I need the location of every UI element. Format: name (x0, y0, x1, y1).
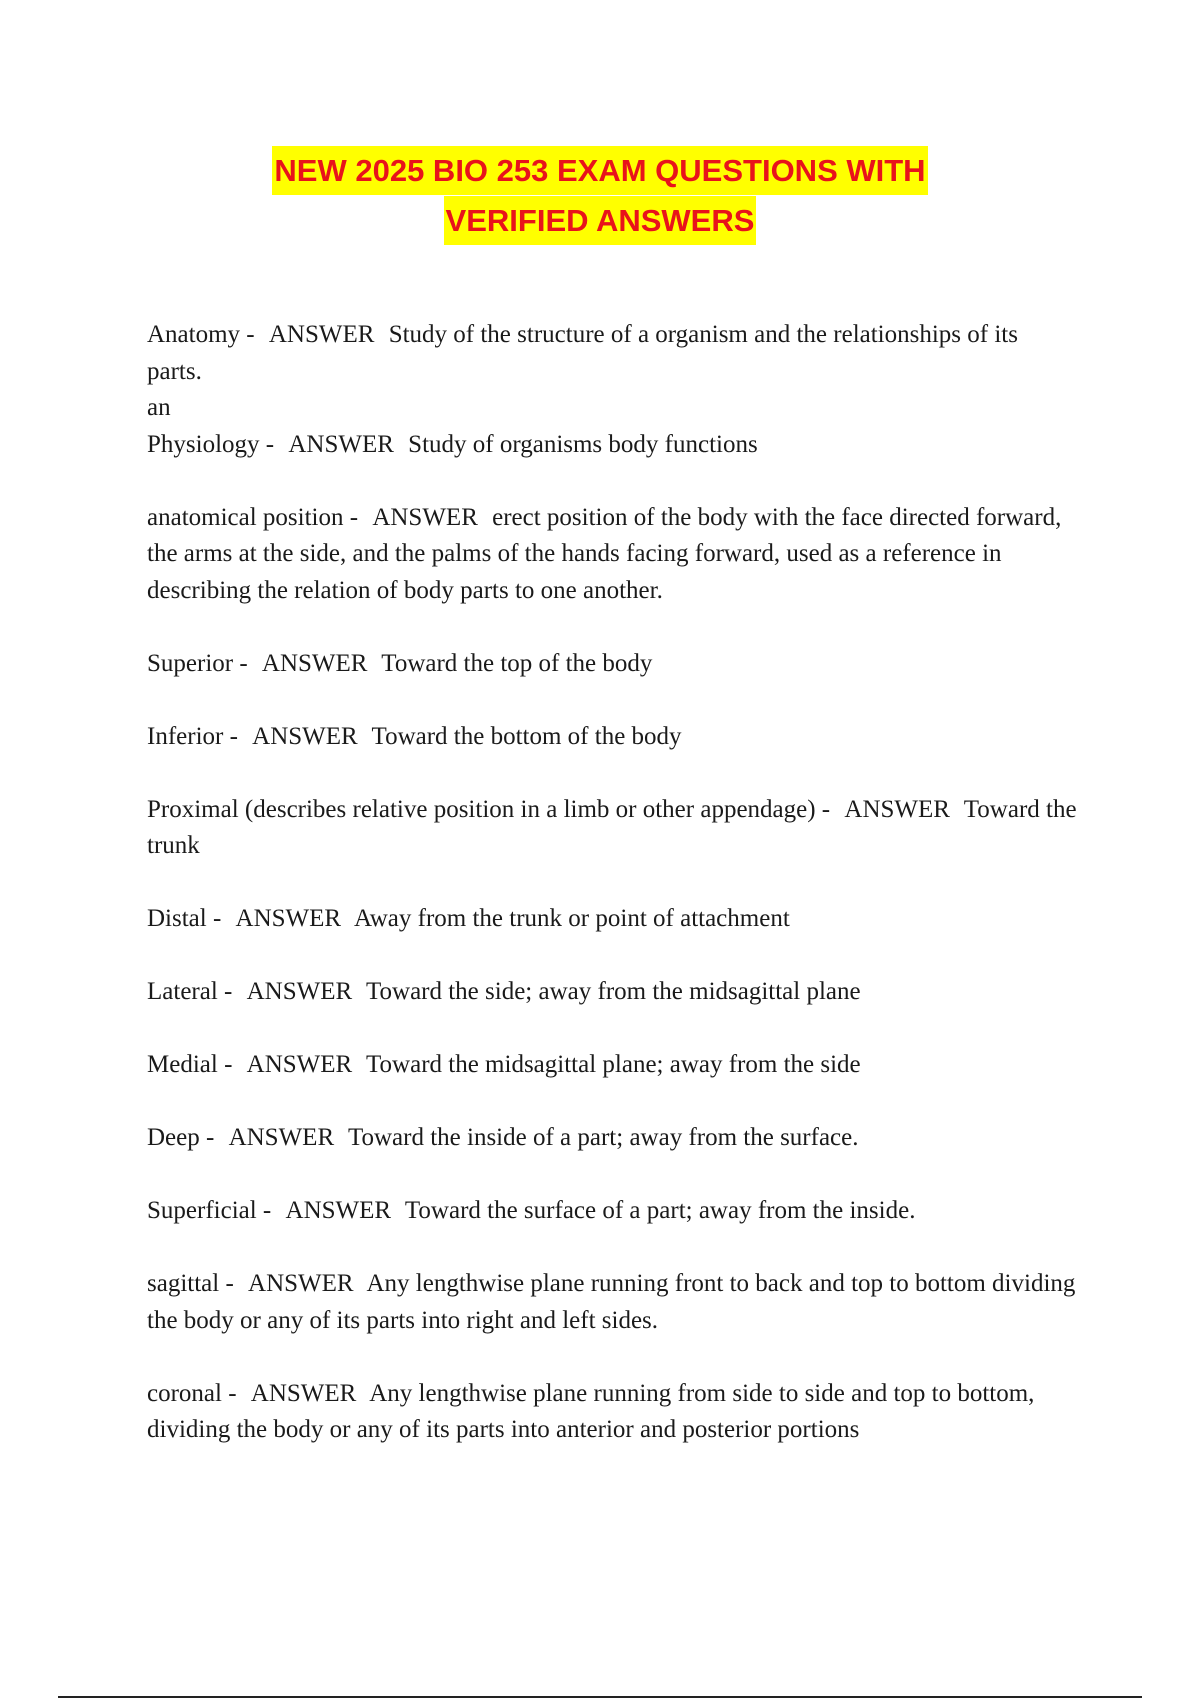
answer-label: ANSWER (285, 1197, 392, 1224)
qa-list (147, 317, 1077, 1485)
entry-term: sagittal - (147, 1270, 234, 1297)
entry-term: anatomical position - (147, 503, 359, 531)
answer-label: ANSWER (246, 1051, 353, 1078)
title-line-1: NEW 2025 BIO 253 EXAM QUESTIONS WITH (272, 146, 927, 195)
entry-term: Deep - (147, 1124, 215, 1151)
entry-term: coronal - (147, 1379, 237, 1407)
title-line-2: VERIFIED ANSWERS (444, 196, 757, 245)
entry-term: Superficial - (147, 1197, 272, 1224)
qa-entry-physiology (147, 427, 1077, 464)
answer-label: ANSWER (372, 503, 478, 531)
qa-entry-coronal (147, 1376, 1077, 1449)
qa-entry-anatomical-position (147, 500, 1077, 610)
entry-term: Inferior - (147, 722, 238, 750)
entry-term: Anatomy - (147, 321, 255, 348)
answer-label: ANSWER (268, 321, 375, 348)
qa-entry-sagittal (147, 1266, 1077, 1339)
qa-entry-lateral (147, 974, 1077, 1011)
entry-definition: Toward the trunk (147, 795, 1077, 859)
answer-label: ANSWER (844, 795, 950, 823)
entry-definition: erect position of the body with the face directed forward, the arms at the side, and the palms of the hands facing forward, used as a reference in describing the relation of body parts to one another. (147, 503, 1062, 604)
qa-entry-proximal (147, 792, 1077, 865)
answer-label: ANSWER (252, 722, 358, 750)
qa-entry-deep (147, 1120, 1077, 1157)
answer-label: ANSWER (288, 430, 394, 458)
entry-term: Distal - (147, 905, 222, 932)
entry-trailing-text: an (147, 394, 171, 421)
answer-label: ANSWER (246, 978, 353, 1005)
entry-definition: Toward the side; away from the midsagittal plane (365, 978, 861, 1005)
qa-entry-inferior (147, 719, 1077, 756)
entry-definition: Toward the inside of a part; away from the surface. (347, 1124, 859, 1151)
entry-definition: Away from the trunk or point of attachment (353, 905, 790, 932)
qa-entry-superficial (147, 1193, 1077, 1230)
entry-definition: Study of organisms body functions (408, 430, 758, 458)
qa-entry-medial (147, 1047, 1077, 1084)
entry-definition: Toward the midsagittal plane; away from the side (366, 1051, 861, 1078)
entry-term: Proximal (describes relative position in a limb or other appendage) - (147, 795, 831, 823)
answer-label: ANSWER (228, 1124, 335, 1151)
answer-label: ANSWER (250, 1379, 357, 1407)
entry-term: Physiology - (147, 430, 275, 458)
entry-term: Superior - (147, 649, 248, 677)
document-title (0, 146, 1200, 246)
entry-term: Medial - (147, 1051, 233, 1078)
qa-entry-anatomy (147, 317, 1077, 427)
qa-entry-distal (147, 901, 1077, 938)
answer-label: ANSWER (248, 1270, 354, 1297)
footer-divider (58, 1696, 1142, 1698)
entry-definition: Toward the bottom of the body (371, 722, 682, 750)
entry-definition: Any lengthwise plane running front to back and top to bottom dividing the body or any of its parts into right and left sides. (147, 1270, 1076, 1334)
entry-term: Lateral - (147, 978, 233, 1005)
answer-label: ANSWER (235, 905, 342, 932)
answer-label: ANSWER (261, 649, 368, 677)
entry-definition: Any lengthwise plane running from side to side and top to bottom, dividing the body or any of its parts into anterior and posterior portions (147, 1379, 1035, 1443)
qa-entry-superior (147, 646, 1077, 683)
entry-definition: Study of the structure of a organism and the relationships of its parts. (147, 321, 1018, 385)
entry-definition: Toward the top of the body (381, 649, 653, 677)
entry-definition: Toward the surface of a part; away from the inside. (404, 1197, 916, 1224)
